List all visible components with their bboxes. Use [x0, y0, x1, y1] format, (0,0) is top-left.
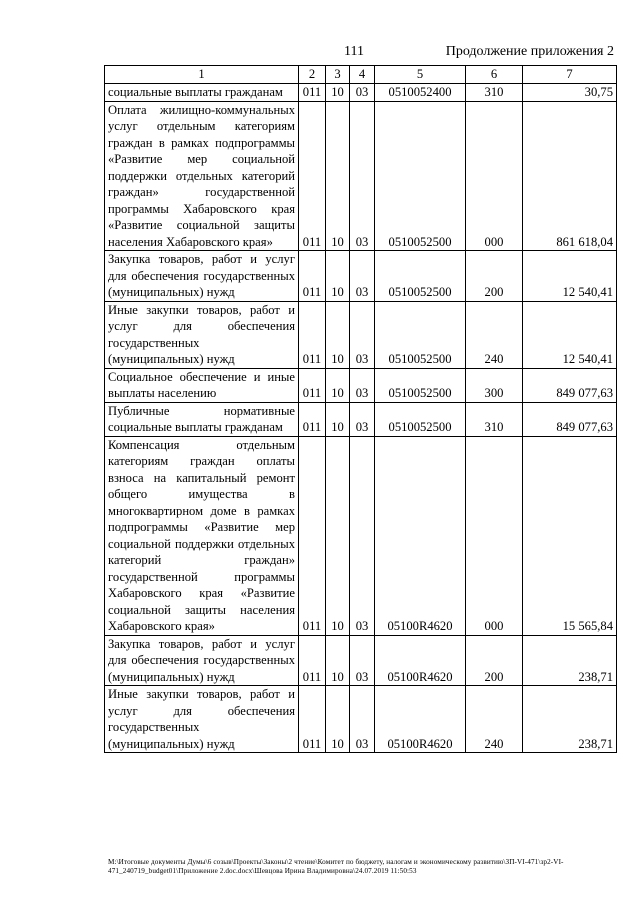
row-ministry-code: 011 — [299, 84, 326, 102]
table-row — [105, 436, 617, 635]
column-header: 7 — [523, 66, 617, 84]
row-section-code: 10 — [326, 301, 350, 368]
table-row — [105, 686, 617, 753]
page-number: 111 — [344, 44, 364, 59]
row-target-code: 0510052500 — [375, 402, 466, 436]
row-section-code: 10 — [326, 402, 350, 436]
row-section-code: 10 — [326, 101, 350, 251]
row-ministry-code: 011 — [299, 436, 326, 635]
table-row — [105, 635, 617, 686]
table-row — [105, 301, 617, 368]
row-ministry-code: 011 — [299, 368, 326, 402]
row-amount: 849 077,63 — [523, 368, 617, 402]
row-target-code: 0510052500 — [375, 251, 466, 302]
row-ministry-code: 011 — [299, 635, 326, 686]
row-expense-type: 310 — [466, 402, 523, 436]
row-subsection-code: 03 — [350, 101, 375, 251]
row-expense-type: 000 — [466, 101, 523, 251]
row-section-code: 10 — [326, 686, 350, 753]
column-header: 1 — [105, 66, 299, 84]
row-target-code: 0510052500 — [375, 301, 466, 368]
table-row — [105, 84, 617, 102]
continuation-label: Продолжение приложения 2 — [445, 44, 614, 59]
table-row — [105, 402, 617, 436]
row-section-code: 10 — [326, 251, 350, 302]
row-amount: 238,71 — [523, 686, 617, 753]
row-amount: 12 540,41 — [523, 251, 617, 302]
row-section-code: 10 — [326, 436, 350, 635]
budget-table — [104, 65, 617, 753]
row-ministry-code: 011 — [299, 686, 326, 753]
column-header: 2 — [299, 66, 326, 84]
column-header: 4 — [350, 66, 375, 84]
row-expense-type: 200 — [466, 635, 523, 686]
row-target-code: 05100R4620 — [375, 635, 466, 686]
row-ministry-code: 011 — [299, 301, 326, 368]
row-subsection-code: 03 — [350, 368, 375, 402]
row-ministry-code: 011 — [299, 101, 326, 251]
row-section-code: 10 — [326, 368, 350, 402]
row-name: Иные закупки товаров, работ и услуг для обеспечения государственных (муниципальных) нужд — [105, 686, 299, 753]
row-amount: 30,75 — [523, 84, 617, 102]
document-path-footer: M:\Итоговые документы Думы\6 созыв\Проекты\Законы\2 чтение\Комитет по бюджету, налогам и экономическому развитию\ЗП-VI-471\зр2-VI-471_240719_budget01\Приложение 2.doc.docx\Шевцова Ирина Владимировна\24.07.2019 11:50:53 — [108, 858, 564, 875]
row-expense-type: 300 — [466, 368, 523, 402]
row-name: Иные закупки товаров, работ и услуг для обеспечения государственных (муниципальных) нужд — [105, 301, 299, 368]
row-expense-type: 000 — [466, 436, 523, 635]
row-subsection-code: 03 — [350, 251, 375, 302]
row-subsection-code: 03 — [350, 686, 375, 753]
row-name: Социальное обеспечение и иные выплаты населению — [105, 368, 299, 402]
table-row — [105, 251, 617, 302]
row-name: Публичные нормативные социальные выплаты гражданам — [105, 402, 299, 436]
table-row — [105, 368, 617, 402]
row-section-code: 10 — [326, 635, 350, 686]
table-row — [105, 101, 617, 251]
column-header: 6 — [466, 66, 523, 84]
row-amount: 861 618,04 — [523, 101, 617, 251]
row-subsection-code: 03 — [350, 301, 375, 368]
column-header: 5 — [375, 66, 466, 84]
row-amount: 238,71 — [523, 635, 617, 686]
row-amount: 849 077,63 — [523, 402, 617, 436]
row-expense-type: 240 — [466, 686, 523, 753]
row-subsection-code: 03 — [350, 436, 375, 635]
row-target-code: 05100R4620 — [375, 436, 466, 635]
row-subsection-code: 03 — [350, 635, 375, 686]
row-name: Закупка товаров, работ и услуг для обеспечения государственных (муниципальных) нужд — [105, 251, 299, 302]
table-header-row — [105, 66, 617, 84]
row-expense-type: 310 — [466, 84, 523, 102]
row-ministry-code: 011 — [299, 402, 326, 436]
row-subsection-code: 03 — [350, 84, 375, 102]
row-ministry-code: 011 — [299, 251, 326, 302]
row-name: социальные выплаты гражданам — [105, 84, 299, 102]
row-expense-type: 240 — [466, 301, 523, 368]
row-section-code: 10 — [326, 84, 350, 102]
row-target-code: 0510052400 — [375, 84, 466, 102]
row-name: Компенсация отдельным категориям граждан оплаты взноса на капитальный ремонт общего имущества в многоквартирном доме в рамках подпрограммы «Развитие мер социальной поддержки отдельных категорий граждан» государственной программы Хабаровского края «Развитие социальной защиты населения Хабаровского края» — [105, 436, 299, 635]
row-amount: 12 540,41 — [523, 301, 617, 368]
row-name: Оплата жилищно-коммунальных услуг отдельным категориям граждан в рамках подпрограммы «Развитие мер социальной поддержки отдельных категорий граждан» государственной программы Хабаровского края «Развитие социальной защиты населения Хабаровского края» — [105, 101, 299, 251]
row-amount: 15 565,84 — [523, 436, 617, 635]
row-subsection-code: 03 — [350, 402, 375, 436]
row-target-code: 0510052500 — [375, 101, 466, 251]
row-expense-type: 200 — [466, 251, 523, 302]
row-target-code: 05100R4620 — [375, 686, 466, 753]
row-name: Закупка товаров, работ и услуг для обеспечения государственных (муниципальных) нужд — [105, 635, 299, 686]
row-target-code: 0510052500 — [375, 368, 466, 402]
column-header: 3 — [326, 66, 350, 84]
